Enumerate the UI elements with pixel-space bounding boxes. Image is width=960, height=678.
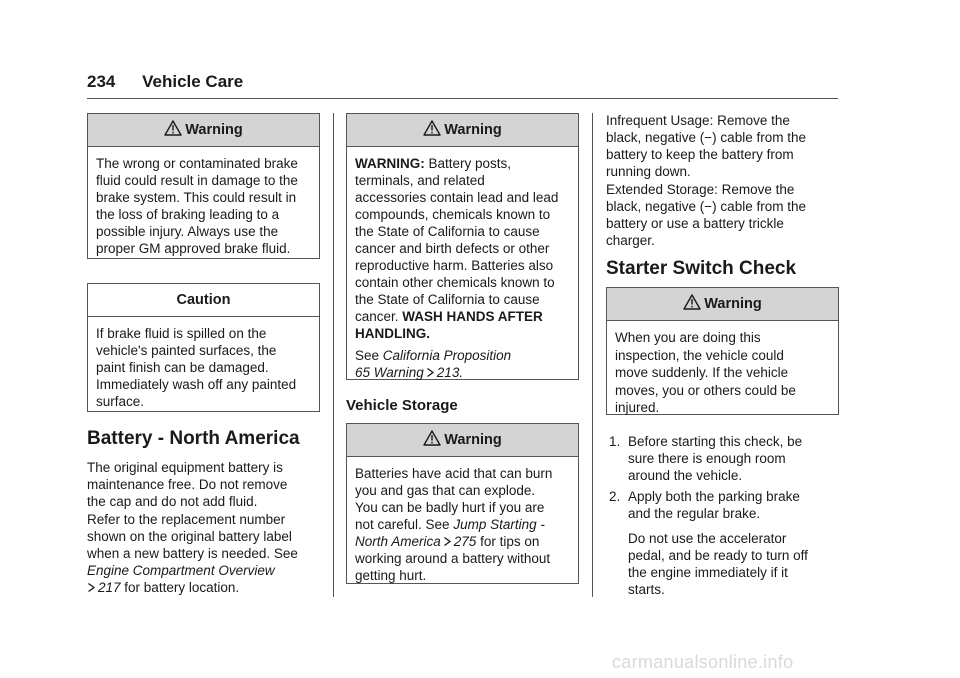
text-line: paint finish can be damaged.: [96, 360, 269, 375]
warning-heading: Warning: [444, 122, 502, 138]
warning-header: [347, 424, 578, 457]
starter-switch-warning-box: [606, 287, 839, 415]
text-line: battery or use a battery trickle: [606, 216, 784, 231]
column-divider-1: [333, 113, 334, 597]
step-text: [628, 433, 802, 484]
list-item: [609, 433, 839, 487]
extended-storage-paragraph: [606, 181, 846, 249]
see-reference: [355, 347, 574, 381]
text-line: the cap and do not add fluid.: [87, 494, 258, 509]
page-reference-icon: [443, 536, 452, 547]
text-span: Battery posts,: [428, 156, 512, 171]
text-line: injured.: [615, 400, 660, 415]
text-span: cancer.: [355, 309, 399, 324]
text-line: the loss of braking leading to a: [96, 207, 280, 222]
text-line: The original equipment battery is: [87, 460, 283, 475]
text-line: when a new battery is needed. See: [87, 546, 298, 561]
prop65-warning-box: [346, 113, 579, 380]
text-line: cancer and birth defects or other: [355, 241, 550, 256]
text-line: You can be badly hurt if you are: [355, 500, 545, 515]
warning-label: WARNING:: [355, 156, 425, 171]
text-line: starts.: [628, 582, 665, 597]
text-line: running down.: [606, 164, 691, 179]
text-line: Apply both the parking brake: [628, 489, 800, 504]
text-line: [355, 533, 574, 550]
battery-paragraph-2: [87, 511, 327, 596]
text-line: Infrequent Usage: Remove the: [606, 113, 790, 128]
text-line: Do not use the accelerator: [628, 531, 787, 546]
text-line: [355, 155, 574, 172]
text-line: getting hurt.: [355, 568, 427, 583]
prop65-link-cont[interactable]: 65 Warning: [355, 365, 424, 380]
warning-triangle-icon: [423, 120, 441, 136]
text-line: [355, 308, 574, 325]
text-line: surface.: [96, 394, 145, 409]
text-line: inspection, the vehicle could: [615, 347, 784, 363]
brake-fluid-caution-box: [87, 283, 320, 412]
page-reference-icon: [87, 582, 96, 593]
text-line: Batteries have acid that can burn: [355, 466, 553, 481]
page-header: [87, 72, 243, 92]
text-line: fluid could result in damage to the: [96, 173, 298, 188]
warning-text: [347, 457, 578, 592]
text-line: If brake fluid is spilled on the: [96, 326, 267, 341]
page-number: 234: [87, 72, 116, 91]
text-line: the State of California to cause: [355, 224, 540, 239]
warning-text: [347, 147, 578, 389]
text-line: vehicle's painted surfaces, the: [96, 343, 277, 358]
text-line: When you are doing this: [615, 330, 761, 345]
text-line: The wrong or contaminated brake: [96, 156, 298, 171]
page-reference-link[interactable]: 213.: [436, 365, 464, 380]
text-line: [355, 516, 574, 533]
text-span: for battery location.: [124, 580, 240, 595]
text-line: contain other chemicals known to: [355, 275, 555, 290]
step-number: 2.: [609, 489, 621, 504]
page-reference-link[interactable]: 275: [453, 534, 477, 549]
text-line: terminals, and related: [355, 173, 485, 188]
text-line: accessories contain lead and lead: [355, 190, 559, 205]
text-span: not careful. See: [355, 517, 450, 532]
text-line: and the regular brake.: [628, 506, 761, 521]
text-line: pedal, and be ready to turn off: [628, 548, 808, 563]
jump-starting-link-cont[interactable]: North America: [355, 534, 441, 549]
text-line: charger.: [606, 233, 655, 248]
text-line: sure there is enough room: [628, 451, 786, 466]
step-number: 1.: [609, 434, 621, 449]
text-line: [355, 347, 574, 364]
text-line: shown on the original battery label: [87, 529, 292, 544]
text-line: Extended Storage: Remove the: [606, 182, 795, 197]
warning-heading: Warning: [185, 122, 243, 138]
prop65-link[interactable]: California Proposition: [382, 348, 512, 363]
page-section-title: Vehicle Care: [142, 72, 244, 91]
text-line: black, negative (−) cable from the: [606, 199, 806, 214]
text-line: battery to keep the battery from: [606, 147, 794, 162]
battery-paragraph-1: [87, 459, 327, 510]
battery-section-heading: Battery - North America: [87, 428, 300, 449]
warning-triangle-icon: [683, 294, 701, 310]
watermark: carmanualsonline.info: [612, 652, 794, 672]
text-line: brake system. This could result in: [96, 190, 297, 205]
caution-header: [88, 284, 319, 317]
header-rule: [87, 98, 838, 99]
text-line: [87, 562, 327, 579]
text-line: black, negative (−) cable from the: [606, 130, 806, 145]
warning-text: [88, 147, 319, 265]
text-line: Before starting this check, be: [628, 434, 803, 449]
warning-heading: Warning: [704, 296, 762, 312]
warning-header: [607, 288, 838, 321]
text-line: HANDLING.: [355, 326, 430, 341]
bold-text: WASH HANDS AFTER: [402, 309, 543, 324]
warning-header: [347, 114, 578, 147]
warning-heading: Warning: [444, 432, 502, 448]
text-line: the State of California to cause: [355, 292, 540, 307]
caution-text: [88, 317, 319, 418]
page-reference-link[interactable]: 217: [98, 580, 121, 595]
vehicle-storage-heading: Vehicle Storage: [346, 397, 458, 414]
column-divider-2: [592, 113, 593, 597]
caution-heading: Caution: [176, 292, 231, 308]
warning-text: [607, 321, 838, 425]
starter-switch-heading: Starter Switch Check: [606, 258, 797, 279]
text-span: See: [355, 348, 380, 363]
engine-compartment-link[interactable]: Engine Compartment Overview: [87, 563, 275, 578]
page-reference-icon: [426, 367, 435, 378]
text-line: moves, you or others could be: [615, 382, 796, 398]
text-line: [355, 364, 574, 381]
text-span: for tips on: [480, 534, 540, 549]
warning-triangle-icon: [164, 120, 182, 136]
jump-starting-link[interactable]: Jump Starting -: [453, 517, 545, 532]
step-text: [628, 488, 808, 598]
infrequent-usage-paragraph: [606, 112, 846, 180]
text-line: Refer to the replacement number: [87, 512, 286, 527]
text-line: possible injury. Always use the: [96, 224, 279, 239]
text-line: around the vehicle.: [628, 468, 743, 483]
text-line: maintenance free. Do not remove: [87, 477, 288, 492]
text-line: [87, 579, 327, 596]
warning-header: [88, 114, 319, 147]
list-item: [609, 488, 839, 598]
warning-triangle-icon: [423, 430, 441, 446]
text-line: you and gas that can explode.: [355, 483, 536, 498]
text-line: the engine immediately if it: [628, 565, 788, 580]
text-line: compounds, chemicals known to: [355, 207, 551, 222]
text-line: Immediately wash off any painted: [96, 377, 297, 392]
brake-fluid-warning-box: [87, 113, 320, 259]
text-line: reproductive harm. Batteries also: [355, 258, 554, 273]
battery-acid-warning-box: [346, 423, 579, 584]
step-note: [628, 530, 808, 598]
text-line: move suddenly. If the vehicle: [615, 365, 789, 380]
text-line: working around a battery without: [355, 551, 551, 566]
text-line: proper GM approved brake fluid.: [96, 241, 291, 256]
